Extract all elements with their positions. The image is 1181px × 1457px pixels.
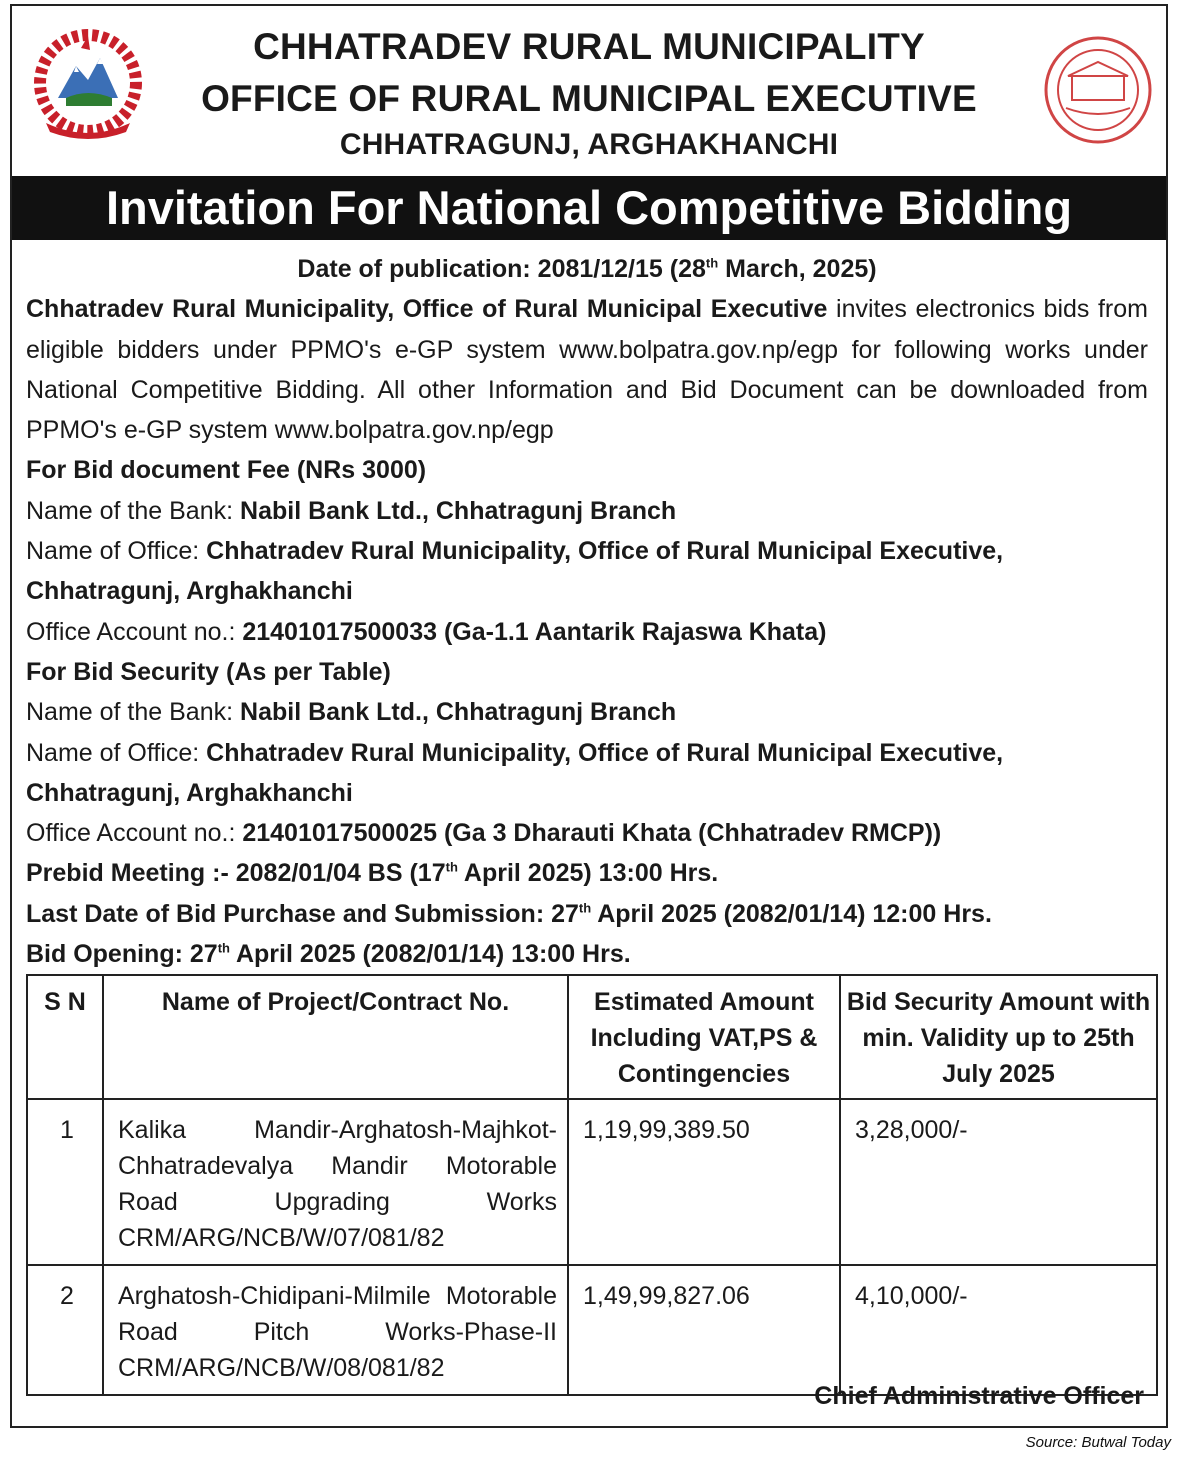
office-name: OFFICE OF RURAL MUNICIPAL EXECUTIVE xyxy=(201,78,977,119)
security-office: Name of Office: Chhatradev Rural Municipality, Office of Rural Municipal Executive, Chhatragunj, Arghakhanchi xyxy=(26,738,1004,807)
fee-account: Office Account no.: 21401017500033 (Ga-1.1 Aantarik Rajaswa Khata) xyxy=(26,617,827,646)
bid-table xyxy=(26,974,1158,1396)
table-row xyxy=(27,1099,1157,1265)
source-credit: Source: Butwal Today xyxy=(1025,1434,1171,1451)
fee-bank: Name of the Bank: Nabil Bank Ltd., Chhatragunj Branch xyxy=(26,496,677,525)
municipality-name: CHHATRADEV RURAL MUNICIPALITY xyxy=(253,26,925,67)
office-location: CHHATRAGUNJ, ARGHAKHANCHI xyxy=(339,128,839,161)
signatory-title: Chief Administrative Officer xyxy=(814,1382,1144,1410)
row-estimate: 1,49,99,827.06 xyxy=(568,1265,840,1395)
fee-office: Name of Office: Chhatradev Rural Municipality, Office of Rural Municipal Executive, Chhatragunj, Arghakhanchi xyxy=(26,537,1004,606)
row-project: Arghatosh-Chidipani-Milmile Motorable Road Pitch Works-Phase-II CRM/ARG/NCB/W/08/081/82 xyxy=(103,1265,568,1395)
header-security: Bid Security Amount with min. Validity up to 25th July 2025 xyxy=(840,975,1157,1099)
notice-title: Invitation For National Competitive Bidding xyxy=(12,176,1166,240)
publication-date: Date of publication: 2081/12/15 (28th March, 2025) xyxy=(297,255,877,283)
notice-body xyxy=(26,249,1148,974)
header-project: Name of Project/Contract No. xyxy=(103,975,568,1099)
security-bank: Name of the Bank: Nabil Bank Ltd., Chhatragunj Branch xyxy=(26,698,677,727)
security-heading: For Bid Security (As per Table) xyxy=(26,657,391,686)
header-estimate: Estimated Amount Including VAT,PS & Contingencies xyxy=(568,975,840,1099)
row-estimate: 1,19,99,389.50 xyxy=(568,1099,840,1265)
fee-heading: For Bid document Fee (NRs 3000) xyxy=(26,456,427,485)
notice-frame xyxy=(10,4,1168,1428)
row-sn: 1 xyxy=(27,1099,103,1265)
row-security: 3,28,000/- xyxy=(840,1099,1157,1265)
table-row xyxy=(27,1265,1157,1395)
bid-opening: Bid Opening: 27th April 2025 (2082/01/14) 13:00 Hrs. xyxy=(26,940,631,969)
notice-header xyxy=(12,6,1166,176)
header-sn: S N xyxy=(27,975,103,1099)
row-sn: 2 xyxy=(27,1265,103,1395)
table-header-row xyxy=(27,975,1157,1099)
last-date: Last Date of Bid Purchase and Submission: 27th April 2025 (2082/01/14) 12:00 Hrs. xyxy=(26,899,992,928)
intro-paragraph: Chhatradev Rural Municipality, Office of Rural Municipal Executive invites electronics bids from eligible bidders under PPMO's e-GP system www.bolpatra.gov.np/egp for following works under National Competitive Bidding. All other Information and Bid Document can be downloaded from PPMO's e-GP system www.bolpatra.gov.np/egp xyxy=(26,295,1148,445)
row-project: Kalika Mandir-Arghatosh-Majhkot-Chhatradevalya Mandir Motorable Road Upgrading Works CRM/ARG/NCB/W/07/081/82 xyxy=(103,1099,568,1265)
prebid-meeting: Prebid Meeting :- 2082/01/04 BS (17th April 2025) 13:00 Hrs. xyxy=(26,859,719,888)
security-account: Office Account no.: 21401017500025 (Ga 3 Dharauti Khata (Chhatradev RMCP)) xyxy=(26,819,942,848)
row-security: 4,10,000/- xyxy=(840,1265,1157,1395)
municipality-seal-icon xyxy=(1042,34,1154,146)
